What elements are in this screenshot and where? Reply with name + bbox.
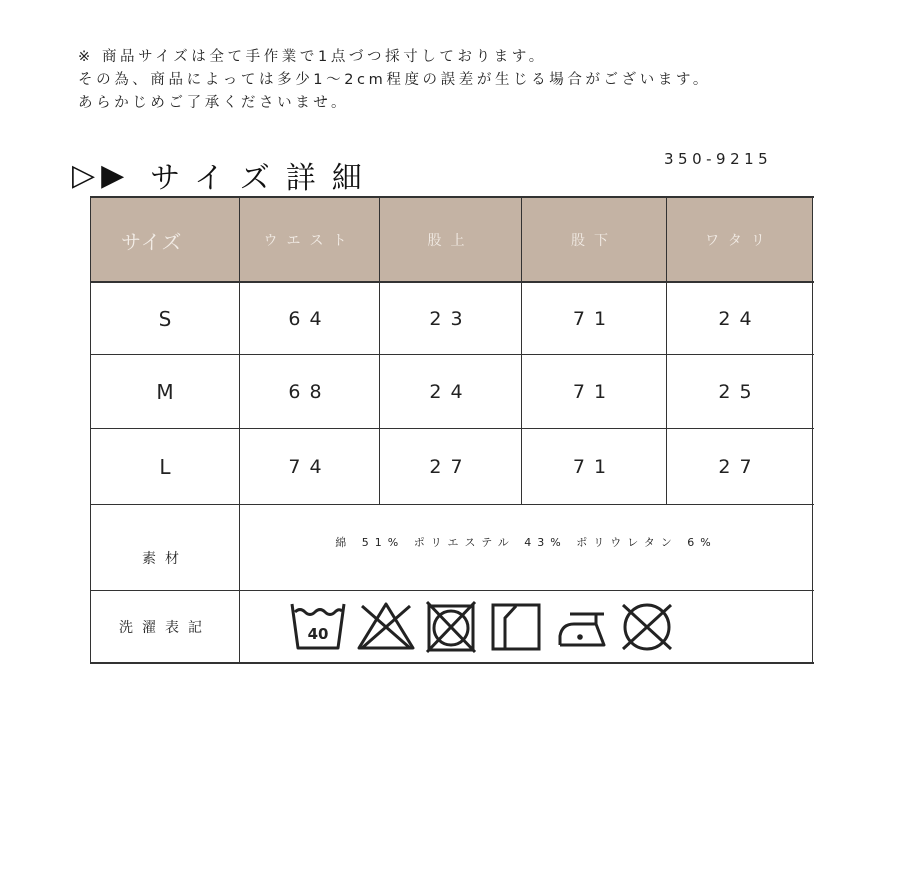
- table-cell: 71: [572, 380, 616, 403]
- header-thigh: ワタリ: [705, 233, 774, 249]
- table-cell: 68: [288, 380, 331, 403]
- section-title-text: サイズ詳細: [150, 161, 378, 196]
- no-dry-clean-icon: [618, 600, 676, 652]
- filled-triangle-icon: ▶: [101, 157, 125, 193]
- table-cell: 71: [572, 455, 616, 478]
- notice-line-2: その為、商品によっては多少1〜2cm程度の誤差が生じる場合がございます。: [78, 72, 711, 88]
- header-size: サイズ: [121, 229, 183, 254]
- product-code: 350-9215: [664, 150, 773, 168]
- table-cell: 27: [429, 455, 472, 478]
- material-value: 綿 51% ポリエステル 43% ポリウレタン 6%: [335, 535, 717, 549]
- open-triangle-icon: ▷: [72, 157, 96, 193]
- size-label-s: S: [158, 306, 172, 331]
- iron-low-icon: [556, 600, 608, 652]
- table-cell: 24: [429, 380, 472, 403]
- material-label: 素材: [142, 550, 188, 567]
- wash-40-icon: [289, 600, 347, 652]
- table-line: [90, 662, 814, 664]
- wash-temperature: 40: [307, 625, 329, 643]
- no-tumble-dry-icon: [425, 600, 477, 652]
- care-label: 洗濯表記: [119, 619, 211, 636]
- table-cell: 24: [718, 307, 761, 330]
- line-dry-icon: [489, 600, 543, 652]
- table-cell: 74: [288, 455, 331, 478]
- size-label-m: M: [156, 379, 174, 404]
- table-cell: 64: [288, 307, 331, 330]
- table-cell: 23: [429, 307, 472, 330]
- table-line: [812, 196, 813, 664]
- notice-line-3: あらかじめご了承くださいませ。: [78, 95, 350, 111]
- header-waist: ウエスト: [263, 233, 356, 249]
- table-cell: 27: [718, 455, 761, 478]
- table-cell: 71: [572, 307, 616, 330]
- size-label-l: L: [159, 454, 171, 479]
- no-bleach-icon: [356, 600, 416, 652]
- table-cell: 25: [718, 380, 761, 403]
- header-rise: 股上: [427, 233, 474, 249]
- notice-line-1: ※ 商品サイズは全て手作業で1点づつ採寸しております。: [78, 49, 547, 65]
- header-inseam: 股下: [571, 233, 617, 249]
